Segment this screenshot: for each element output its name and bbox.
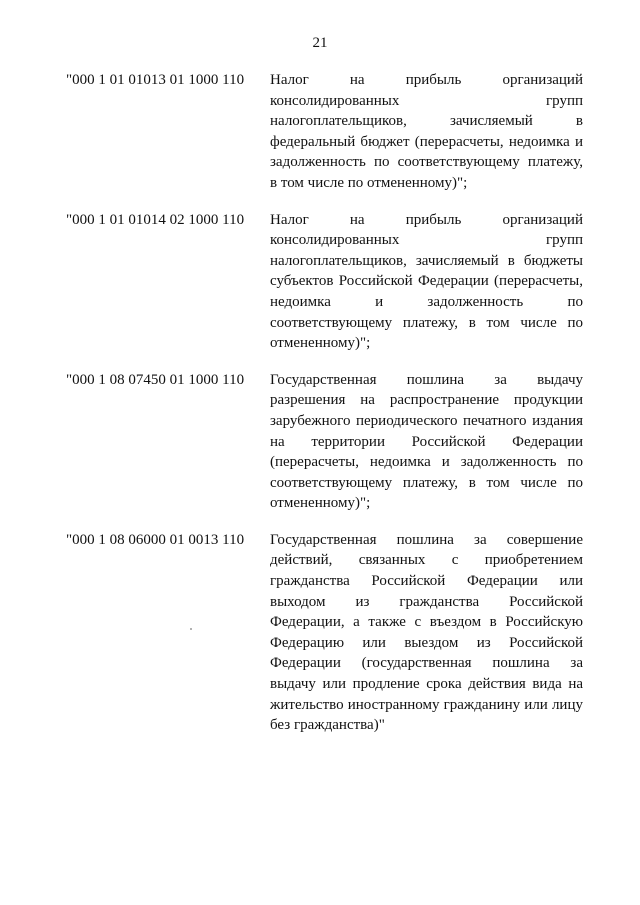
description-line: выдачу или продление срока действия вида на (270, 676, 583, 693)
description-line: на территории Российской Федерации (270, 433, 583, 450)
description-line: выходом из гражданства Российской (270, 593, 583, 610)
budget-code-entry (66, 530, 586, 736)
budget-code-entry (66, 370, 586, 514)
description-line: налогоплательщиков, зачисляемый в (270, 113, 583, 130)
description-line: Государственная пошлина за выдачу (270, 371, 583, 388)
description-line: Налог на прибыль организаций (270, 72, 583, 88)
page-number: 21 (312, 35, 328, 51)
description-line: Федерации (государственная пошлина за (270, 655, 583, 672)
description-line: соответствующему платежу, в том числе по (270, 474, 583, 491)
description-line: недоимка и задолженность по (270, 293, 583, 310)
budget-classification-code: "000 1 01 01014 02 1000 110 (66, 211, 245, 228)
description-line: Федерацию или выездом из Российской (270, 634, 583, 651)
description-line: консолидированных групп (270, 92, 583, 109)
description-line: зарубежного периодического печатного издания (270, 412, 583, 429)
budget-code-entry (66, 70, 586, 194)
description-line: отмененному)"; (270, 335, 371, 352)
description-line: Государственная пошлина за совершение (270, 531, 583, 548)
code-description (270, 370, 583, 514)
code-description (270, 70, 583, 194)
budget-code-entry (66, 210, 586, 354)
description-line: отмененному)"; (270, 495, 371, 512)
description-line: действий, связанных с приобретением (270, 552, 583, 569)
description-line: Налог на прибыль организаций (270, 211, 583, 228)
scan-speck (190, 628, 192, 630)
description-line: Федерации, а также с въездом в Российскую (270, 614, 583, 631)
budget-classification-code: "000 1 01 01013 01 1000 110 (66, 72, 245, 88)
description-line: консолидированных групп (270, 232, 583, 249)
description-line: гражданства Российской Федерации или (270, 573, 583, 590)
code-description (270, 530, 583, 736)
description-line: (перерасчеты, недоимка и задолженность по (270, 454, 583, 471)
description-line: федеральный бюджет (перерасчеты, недоимка и (270, 133, 583, 150)
description-line: разрешения на распространение продукции (270, 392, 583, 409)
description-line: налогоплательщиков, зачисляемый в бюджеты (270, 252, 583, 269)
description-line: без гражданства)" (270, 717, 385, 734)
description-line: субъектов Российской Федерации (перерасчеты, (270, 273, 583, 290)
description-line: жительство иностранному гражданину или лицу (270, 696, 583, 713)
budget-classification-code: "000 1 08 07450 01 1000 110 (66, 371, 245, 388)
description-line: соответствующему платежу, в том числе по (270, 314, 583, 331)
budget-classification-code: "000 1 08 06000 01 0013 110 (66, 531, 245, 548)
code-description (270, 210, 583, 354)
budget-code-list (66, 70, 586, 752)
description-line: задолженность по соответствующему платежу, (270, 154, 583, 171)
description-line: в том числе по отмененному)"; (270, 174, 468, 191)
